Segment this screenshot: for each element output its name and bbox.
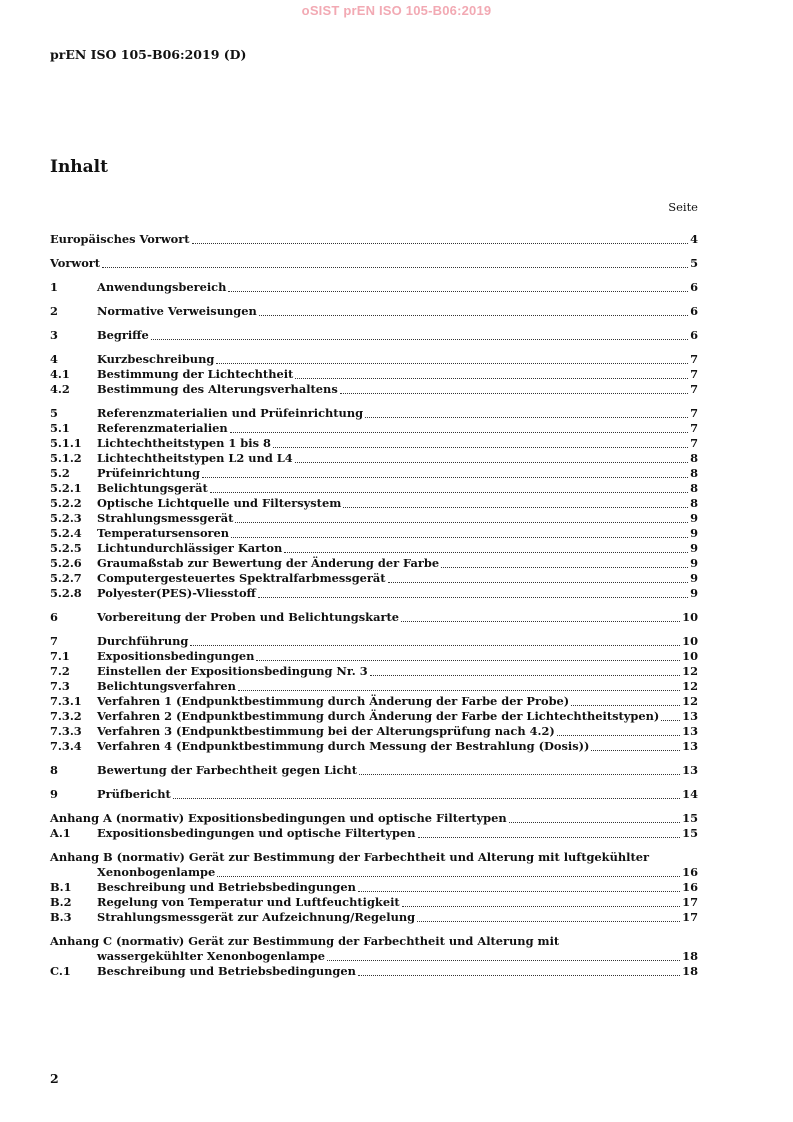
toc-entry[interactable] <box>50 526 698 541</box>
toc-entry-page: 13 <box>682 763 698 777</box>
toc-leader-dots <box>258 597 688 598</box>
toc-entry-page: 10 <box>682 634 698 648</box>
toc-entry-number: 7.3 <box>50 679 70 693</box>
toc-entry-number: 5.2.6 <box>50 556 82 570</box>
toc-leader-dots <box>441 567 688 568</box>
toc-entry[interactable] <box>50 541 698 556</box>
toc-entry-number: 7.3.1 <box>50 694 82 708</box>
toc-entry-page: 9 <box>690 541 698 555</box>
toc-entry-label: Beschreibung und Betriebsbedingungen <box>97 964 356 978</box>
toc-leader-dots <box>557 735 680 736</box>
toc-entry-label: Bewertung der Farbechtheit gegen Licht <box>97 763 357 777</box>
toc-entry-number: 5.2.4 <box>50 526 82 540</box>
toc-entry-number: 5.1.2 <box>50 451 82 465</box>
toc-entry-page: 8 <box>690 496 698 510</box>
toc-leader-dots <box>358 975 680 976</box>
toc-entry-page: 6 <box>690 280 698 294</box>
toc-entry-label: Beschreibung und Betriebsbedingungen <box>97 880 356 894</box>
toc-entry-page: 5 <box>690 256 698 270</box>
toc-leader-dots <box>173 798 680 799</box>
toc-entry-number: 5.2.7 <box>50 571 82 585</box>
toc-entry[interactable] <box>50 910 698 925</box>
toc-entry-number: B.1 <box>50 880 72 894</box>
toc-entry[interactable] <box>50 280 698 295</box>
toc-entry-number: 7.1 <box>50 649 70 663</box>
toc-entry-page: 7 <box>690 352 698 366</box>
toc-leader-dots <box>358 891 680 892</box>
toc-entry-page: 7 <box>690 406 698 420</box>
toc-entry-label: Lichtundurchlässiger Karton <box>97 541 283 555</box>
toc-entry[interactable] <box>50 649 698 664</box>
toc-entry[interactable] <box>50 466 698 481</box>
toc-entry-number: 5.1.1 <box>50 436 82 450</box>
toc-leader-dots <box>509 822 681 823</box>
toc-leader-dots <box>151 339 688 340</box>
toc-entry-page: 7 <box>690 421 698 435</box>
toc-entry[interactable] <box>50 382 698 397</box>
page-number: 2 <box>50 1071 59 1086</box>
toc-entry-page: 9 <box>690 526 698 540</box>
toc-entry-number: C.1 <box>50 964 71 978</box>
toc-entry-number: 7.3.4 <box>50 739 82 753</box>
toc-leader-dots <box>235 522 688 523</box>
toc-entry-page: 9 <box>690 556 698 570</box>
toc-entry-label: Strahlungsmessgerät <box>97 511 234 525</box>
toc-entry-number: 7.3.2 <box>50 709 82 723</box>
watermark: oSIST prEN ISO 105-B06:2019 <box>301 3 492 18</box>
toc-entry[interactable] <box>50 436 698 451</box>
toc-entry-label: Belichtungsgerät <box>97 481 208 495</box>
toc-entry-page: 13 <box>682 739 698 753</box>
toc-entry-label: Computergesteuertes Spektralfarbmessgerät <box>97 571 386 585</box>
toc-entry-label: Strahlungsmessgerät zur Aufzeichnung/Regelung <box>97 910 416 924</box>
toc-leader-dots <box>295 378 688 379</box>
toc-entry[interactable] <box>50 511 698 526</box>
toc-entry-number: B.3 <box>50 910 72 924</box>
toc-leader-dots <box>401 621 680 622</box>
toc-entry-page: 9 <box>690 511 698 525</box>
toc-entry[interactable] <box>50 739 698 754</box>
toc-leader-dots <box>259 315 688 316</box>
toc-entry-label: Verfahren 4 (Endpunktbestimmung durch Messung der Bestrahlung (Dosis)) <box>97 739 590 753</box>
toc-entry[interactable] <box>50 964 698 979</box>
toc-leader-dots <box>417 921 680 922</box>
toc-entry[interactable] <box>50 694 698 709</box>
page-column-label: Seite <box>668 200 698 214</box>
toc-entry[interactable] <box>50 406 698 421</box>
toc-entry[interactable] <box>50 571 698 586</box>
toc-entry-label: Kurzbeschreibung <box>97 352 215 366</box>
toc-entry-page: 12 <box>682 694 698 708</box>
toc-entry-page: 10 <box>682 649 698 663</box>
toc-entry[interactable] <box>50 328 698 343</box>
toc-entry-number: 5.2.2 <box>50 496 82 510</box>
toc-annex-c[interactable] <box>50 934 698 964</box>
toc-entry-label: Optische Lichtquelle und Filtersystem <box>97 496 342 510</box>
toc-leader-dots <box>591 750 680 751</box>
toc-entry-page: 15 <box>682 826 698 840</box>
toc-entry-page: 18 <box>682 964 698 978</box>
toc-entry-label: Durchführung <box>97 634 189 648</box>
toc-leader-dots <box>210 492 688 493</box>
toc-entry-label: Normative Verweisungen <box>97 304 257 318</box>
toc-entry-page: 9 <box>690 586 698 600</box>
toc-leader-dots <box>238 690 680 691</box>
toc-entry-page: 7 <box>690 367 698 381</box>
toc-entry-label: Verfahren 1 (Endpunktbestimmung durch Änderung der Farbe der Probe) <box>97 694 570 708</box>
page-title: Inhalt <box>50 157 108 177</box>
toc-entry-page: 8 <box>690 466 698 480</box>
toc-entry-number: 5.2.8 <box>50 586 82 600</box>
toc-entry-page: 16 <box>682 880 698 894</box>
toc-entry-page: 17 <box>682 910 698 924</box>
toc-entry[interactable] <box>50 232 698 247</box>
toc-annex-c-title-cont: wassergekühlter Xenonbogenlampe <box>97 949 326 963</box>
toc-entry-number: 7.2 <box>50 664 70 678</box>
toc-entry[interactable] <box>50 895 698 910</box>
toc-entry[interactable] <box>50 634 698 649</box>
toc-entry-label: Verfahren 3 (Endpunktbestimmung bei der Alterungsprüfung nach 4.2) <box>97 724 555 738</box>
toc-entry-page: 9 <box>690 571 698 585</box>
toc-entry[interactable] <box>50 256 698 271</box>
toc-leader-dots <box>190 645 680 646</box>
toc-entry-page: 6 <box>690 328 698 342</box>
toc-leader-dots <box>231 537 688 538</box>
toc-entry-page: 8 <box>690 451 698 465</box>
toc-entry-number: B.2 <box>50 895 72 909</box>
toc-entry-label: Lichtechtheitstypen 1 bis 8 <box>97 436 271 450</box>
toc-entry-label: Prüfbericht <box>97 787 171 801</box>
toc-leader-dots <box>202 477 688 478</box>
toc-main-list <box>50 232 698 841</box>
toc-entry[interactable] <box>50 787 698 802</box>
toc-entry[interactable] <box>50 724 698 739</box>
toc-entry-label: Europäisches Vorwort <box>50 232 190 246</box>
toc-entry-number: 4.2 <box>50 382 70 396</box>
toc-entry[interactable] <box>50 826 698 841</box>
toc-entry-number: 7.3.3 <box>50 724 82 738</box>
toc-entry[interactable] <box>50 481 698 496</box>
toc-leader-dots <box>228 291 688 292</box>
toc-leader-dots <box>571 705 680 706</box>
toc-leader-dots <box>102 267 688 268</box>
toc-entry-number: 5.2.1 <box>50 481 82 495</box>
toc-entry-label: Regelung von Temperatur und Luftfeuchtigkeit <box>97 895 400 909</box>
toc-entry-page: 6 <box>690 304 698 318</box>
toc-leader-dots <box>192 243 689 244</box>
toc-entry[interactable] <box>50 367 698 382</box>
toc-entry-label: Begriffe <box>97 328 149 342</box>
toc-entry-label: Anwendungsbereich <box>97 280 227 294</box>
toc-entry-number: 5.2 <box>50 466 70 480</box>
toc-entry-number: 3 <box>50 328 58 342</box>
toc-entry[interactable] <box>50 610 698 625</box>
toc-entry-label: Prüfeinrichtung <box>97 466 200 480</box>
toc-leader-dots <box>284 552 688 553</box>
toc-leader-dots <box>365 417 688 418</box>
toc-annex-b-cont <box>50 865 698 880</box>
toc-entry-label: Referenzmaterialien <box>97 421 228 435</box>
toc-entry[interactable] <box>50 451 698 466</box>
toc-leader-dots <box>418 837 681 838</box>
toc-leader-dots <box>216 363 688 364</box>
toc-leader-dots <box>295 462 688 463</box>
toc-entry[interactable] <box>50 709 698 724</box>
toc-entry-label: Lichtechtheitstypen L2 und L4 <box>97 451 293 465</box>
toc-entry[interactable] <box>50 304 698 319</box>
toc-leader-dots <box>370 675 680 676</box>
toc-entry-page: 4 <box>690 232 698 246</box>
toc-entry-label: Referenzmaterialien und Prüfeinrichtung <box>97 406 364 420</box>
toc-entry-number: 1 <box>50 280 58 294</box>
toc-entry-number: 9 <box>50 787 58 801</box>
toc-entry-page: 7 <box>690 382 698 396</box>
toc-entry[interactable] <box>50 880 698 895</box>
toc-annex-c-items <box>50 964 698 979</box>
toc-leader-dots <box>359 774 680 775</box>
toc-leader-dots <box>217 876 680 877</box>
toc-entry-number: 5.2.3 <box>50 511 82 525</box>
toc-entry-label: Polyester(PES)-Vliesstoff <box>97 586 256 600</box>
toc-entry-label: Expositionsbedingungen <box>97 649 255 663</box>
toc-entry-label: Vorbereitung der Proben und Belichtungskarte <box>97 610 399 624</box>
toc-entry-number: 8 <box>50 763 58 777</box>
toc-entry-page: 12 <box>682 664 698 678</box>
toc-entry-page: 13 <box>682 724 698 738</box>
toc-entry-page: 13 <box>682 709 698 723</box>
toc-entry-number: 4 <box>50 352 58 366</box>
toc-entry-page: 14 <box>682 787 698 801</box>
toc-annex-c-page: 18 <box>682 949 698 963</box>
toc-entry[interactable] <box>50 496 698 511</box>
toc-annex-b[interactable] <box>50 850 698 880</box>
toc-entry[interactable] <box>50 679 698 694</box>
toc-entry-label: Belichtungsverfahren <box>97 679 236 693</box>
toc-entry-page: 8 <box>690 481 698 495</box>
toc-leader-dots <box>343 507 688 508</box>
toc-leader-dots <box>661 720 680 721</box>
toc-entry-number: 7 <box>50 634 58 648</box>
toc-annex-b-title: Anhang B (normativ) Gerät zur Bestimmung der Farbechtheit und Alterung mit luftgekühlter <box>50 850 649 864</box>
toc-annex-b-items <box>50 880 698 925</box>
toc-leader-dots <box>256 660 680 661</box>
toc-annex-b-title-cont: Xenonbogenlampe <box>97 865 216 879</box>
toc-entry-label: Graumaßstab zur Bewertung der Änderung der Farbe <box>97 556 440 570</box>
toc-entry-number: 6 <box>50 610 58 624</box>
toc-entry-label: Temperatursensoren <box>97 526 230 540</box>
toc-leader-dots <box>273 447 688 448</box>
toc-entry-number: 4.1 <box>50 367 70 381</box>
toc-entry[interactable] <box>50 421 698 436</box>
toc-annex-c-title: Anhang C (normativ) Gerät zur Bestimmung der Farbechtheit und Alterung mit <box>50 934 560 948</box>
document-id: prEN ISO 105-B06:2019 (D) <box>50 47 247 62</box>
toc-entry-label: Bestimmung der Lichtechtheit <box>97 367 294 381</box>
toc-entry-label: Bestimmung des Alterungsverhaltens <box>97 382 338 396</box>
table-of-contents <box>50 232 698 979</box>
toc-entry-page: 12 <box>682 679 698 693</box>
toc-entry[interactable] <box>50 352 698 367</box>
toc-entry[interactable] <box>50 664 698 679</box>
toc-entry-number: A.1 <box>50 826 71 840</box>
toc-leader-dots <box>230 432 688 433</box>
toc-entry[interactable] <box>50 586 698 601</box>
toc-entry-label: Anhang A (normativ) Expositionsbedingungen und optische Filtertypen <box>50 811 507 825</box>
toc-entry-page: 15 <box>682 811 698 825</box>
toc-entry-page: 7 <box>690 436 698 450</box>
toc-leader-dots <box>340 393 688 394</box>
toc-annex-c-cont <box>50 949 698 964</box>
toc-leader-dots <box>327 960 680 961</box>
toc-entry-page: 17 <box>682 895 698 909</box>
toc-entry-number: 2 <box>50 304 58 318</box>
toc-annex-b-page: 16 <box>682 865 698 879</box>
toc-entry-label: Verfahren 2 (Endpunktbestimmung durch Änderung der Farbe der Lichtechtheitstypen) <box>97 709 660 723</box>
toc-entry-label: Vorwort <box>50 256 101 270</box>
toc-entry-number: 5.1 <box>50 421 70 435</box>
toc-entry-label: Einstellen der Expositionsbedingung Nr. 3 <box>97 664 368 678</box>
toc-entry-label: Expositionsbedingungen und optische Filtertypen <box>97 826 416 840</box>
toc-entry-page: 10 <box>682 610 698 624</box>
toc-entry-number: 5 <box>50 406 58 420</box>
toc-entry[interactable] <box>50 556 698 571</box>
toc-leader-dots <box>388 582 689 583</box>
toc-leader-dots <box>402 906 680 907</box>
toc-entry-number: 5.2.5 <box>50 541 82 555</box>
toc-entry[interactable] <box>50 763 698 778</box>
toc-entry[interactable] <box>50 811 698 826</box>
